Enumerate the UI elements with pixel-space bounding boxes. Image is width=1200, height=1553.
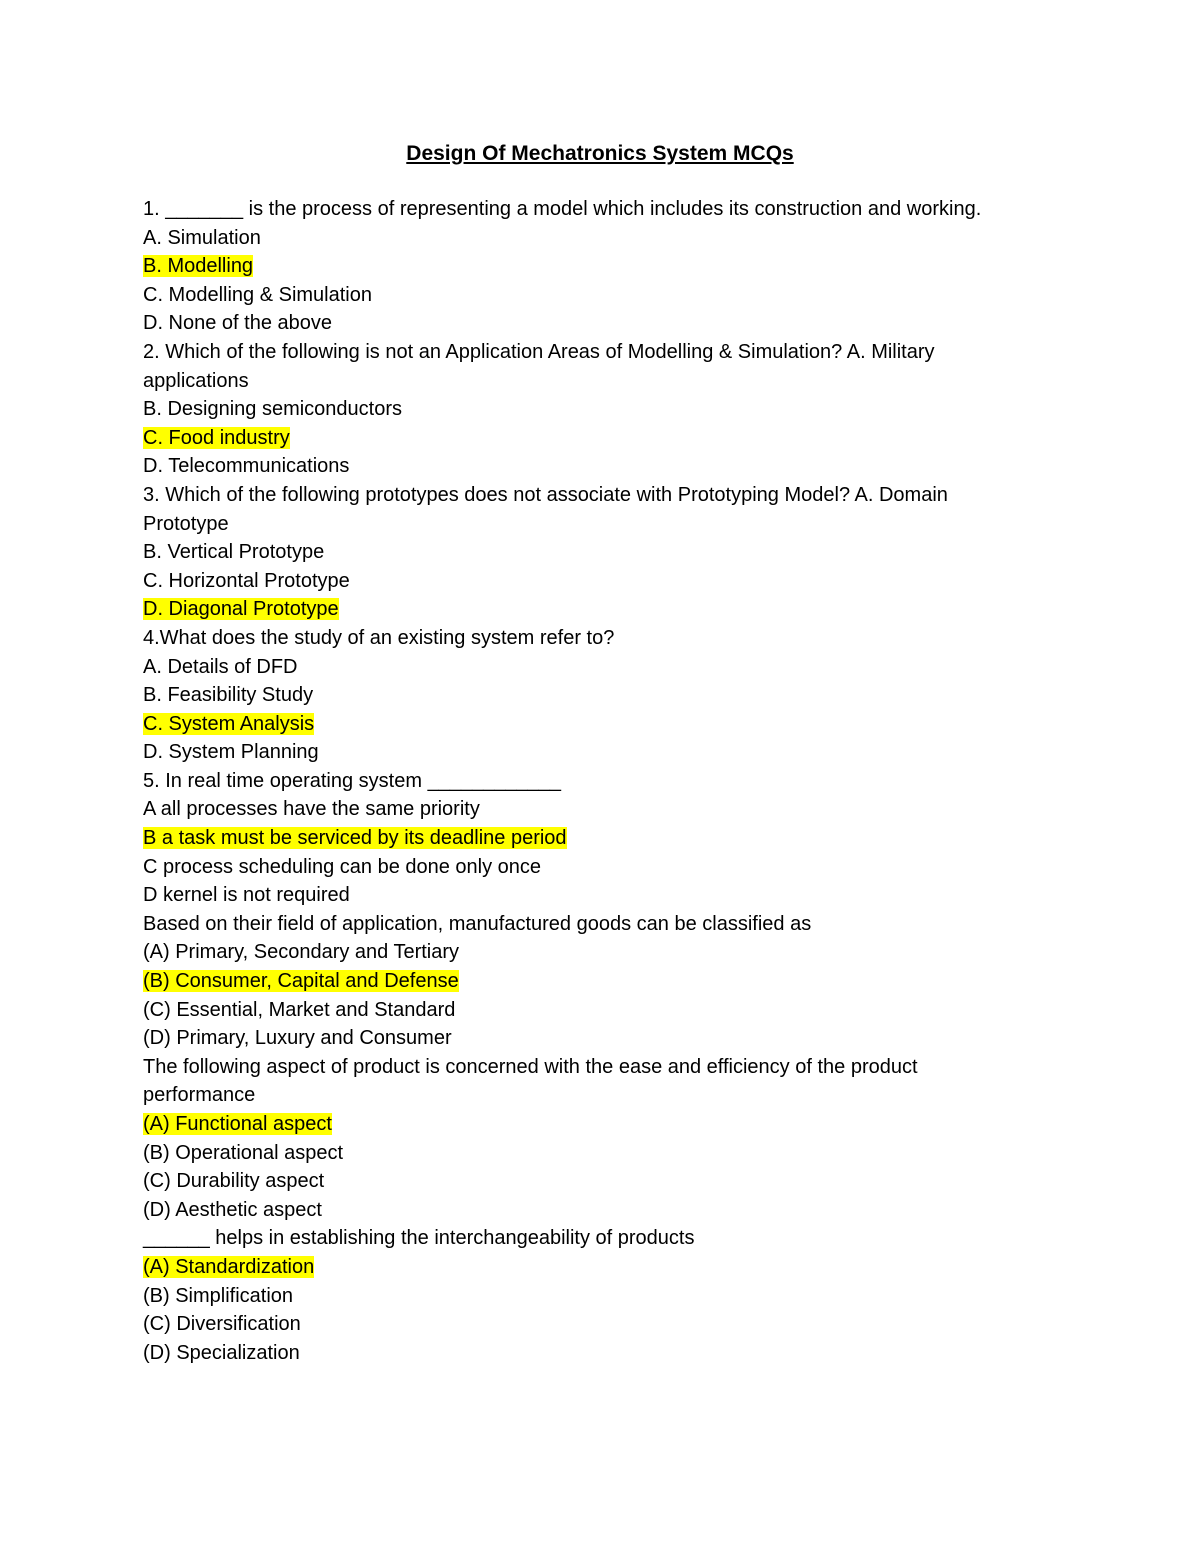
document-line	[143, 281, 1043, 310]
line-text: D kernel is not required	[143, 884, 350, 907]
document-line	[143, 338, 1043, 367]
document-line	[143, 1253, 1043, 1282]
document-line	[143, 367, 1043, 396]
line-text: 2. Which of the following is not an Application Areas of Modelling & Simulation? A. Military	[143, 340, 935, 363]
line-text: (C) Essential, Market and Standard	[143, 998, 456, 1021]
line-text: 3. Which of the following prototypes does not associate with Prototyping Model? A. Domain	[143, 483, 948, 506]
document-line	[143, 567, 1043, 596]
document-line	[143, 681, 1043, 710]
line-text: (C) Durability aspect	[143, 1170, 325, 1193]
document-line	[143, 595, 1043, 624]
line-text: C process scheduling can be done only once	[143, 855, 542, 878]
document-line	[143, 938, 1043, 967]
highlighted-answer-text: (A) Standardization	[143, 1255, 315, 1278]
line-text: 1. _______ is the process of representing a model which includes its construction and working.	[143, 198, 982, 220]
document-line	[143, 195, 1043, 224]
line-text: D. Telecommunications	[143, 455, 350, 478]
line-text: ______ helps in establishing the interchangeability of products	[143, 1227, 695, 1250]
document-line	[143, 1110, 1043, 1139]
line-text: (B) Operational aspect	[143, 1141, 344, 1164]
document-line	[143, 1196, 1043, 1225]
line-text: C. Horizontal Prototype	[143, 569, 350, 592]
document-line	[143, 309, 1043, 338]
document-body	[143, 195, 1043, 1367]
document-line	[143, 824, 1043, 853]
document-line	[143, 481, 1043, 510]
line-text: D. System Planning	[143, 741, 319, 764]
document-line	[143, 967, 1043, 996]
document-title: Design Of Mechatronics System MCQs	[406, 142, 794, 165]
document-line	[143, 1167, 1043, 1196]
document-line	[143, 653, 1043, 682]
highlighted-answer-text: B. Modelling	[143, 255, 254, 278]
document-line	[143, 1053, 1043, 1082]
document-line	[143, 1282, 1043, 1311]
line-text: A. Simulation	[143, 226, 261, 249]
document-line	[143, 710, 1043, 739]
line-text: C. Modelling & Simulation	[143, 283, 372, 306]
document-line	[143, 452, 1043, 481]
document-line	[143, 1024, 1043, 1053]
highlighted-answer-text: B a task must be serviced by its deadline period	[143, 827, 567, 850]
line-text: The following aspect of product is concerned with the ease and efficiency of the product	[143, 1055, 918, 1078]
document-line	[143, 1081, 1043, 1110]
document-line	[143, 510, 1043, 539]
line-text: Based on their field of application, manufactured goods can be classified as	[143, 912, 812, 935]
document-line	[143, 1224, 1043, 1253]
line-text: (B) Simplification	[143, 1284, 294, 1307]
line-text: A. Details of DFD	[143, 655, 298, 678]
document-line	[143, 624, 1043, 653]
line-text: B. Feasibility Study	[143, 684, 314, 707]
line-text: (C) Diversification	[143, 1313, 301, 1336]
document-line	[143, 224, 1043, 253]
line-text: (D) Aesthetic aspect	[143, 1198, 322, 1221]
document-line	[143, 1339, 1043, 1368]
document-line	[143, 910, 1043, 939]
line-text: (D) Specialization	[143, 1341, 300, 1364]
line-text: B. Designing semiconductors	[143, 398, 403, 421]
line-text: applications	[143, 369, 249, 392]
document-line	[143, 767, 1043, 796]
line-text: A all processes have the same priority	[143, 798, 480, 821]
document-line	[143, 1139, 1043, 1168]
document-line	[143, 996, 1043, 1025]
document-line	[143, 853, 1043, 882]
highlighted-answer-text: C. System Analysis	[143, 712, 315, 735]
line-text: (D) Primary, Luxury and Consumer	[143, 1027, 452, 1050]
document-line	[143, 795, 1043, 824]
line-text: 5. In real time operating system ____________	[143, 769, 562, 792]
document-line	[143, 538, 1043, 567]
line-text: D. None of the above	[143, 312, 333, 335]
document-line	[143, 738, 1043, 767]
document-line	[143, 1310, 1043, 1339]
highlighted-answer-text: (B) Consumer, Capital and Defense	[143, 970, 459, 993]
document-line	[143, 252, 1043, 281]
line-text: performance	[143, 1084, 256, 1107]
highlighted-answer-text: D. Diagonal Prototype	[143, 598, 339, 621]
document-line	[143, 881, 1043, 910]
highlighted-answer-text: (A) Functional aspect	[143, 1113, 332, 1135]
line-text: B. Vertical Prototype	[143, 541, 325, 564]
line-text: (A) Primary, Secondary and Tertiary	[143, 941, 460, 964]
highlighted-answer-text: C. Food industry	[143, 426, 290, 449]
line-text: 4.What does the study of an existing system refer to?	[143, 626, 615, 649]
document-line	[143, 424, 1043, 453]
line-text: Prototype	[143, 512, 229, 535]
document-line	[143, 395, 1043, 424]
